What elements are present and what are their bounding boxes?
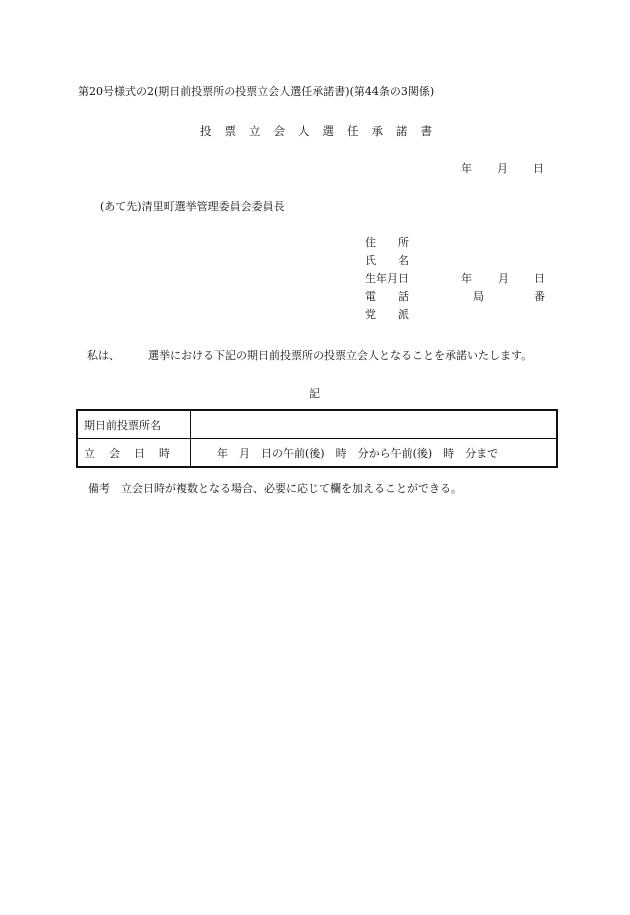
phone-exchange: 局	[473, 290, 484, 303]
attendance-datetime-label: 立会日時	[77, 439, 191, 468]
birthdate-label: 生年月日	[365, 272, 409, 285]
name-label: 氏名	[365, 254, 431, 267]
party-label: 党派	[365, 308, 431, 321]
polling-place-label: 期日前投票所名	[77, 410, 191, 439]
statement-prefix: 私は、	[87, 349, 120, 362]
attendance-datetime-value: 年 月 日の午前(後) 時 分から午前(後) 時 分まで	[191, 439, 558, 468]
ki-heading: 記	[309, 387, 320, 400]
table-row	[77, 410, 557, 439]
phone-row	[365, 290, 555, 308]
table-row	[77, 439, 557, 468]
consent-statement	[87, 349, 532, 363]
name-row	[365, 254, 555, 272]
birthdate-month: 月	[498, 272, 509, 285]
phone-label: 電話	[365, 290, 431, 303]
record-table	[76, 409, 558, 468]
birthdate-row	[365, 272, 555, 290]
date-month-label: 月	[497, 162, 508, 175]
birthdate-day: 日	[534, 272, 545, 285]
phone-number: 番	[534, 290, 545, 303]
birthdate-year: 年	[461, 272, 472, 285]
page-title: 投票立会人選任承諾書	[200, 124, 445, 138]
address-label: 住所	[365, 236, 431, 249]
address-row	[365, 236, 555, 254]
form-header: 第20号様式の2(期日前投票所の投票立会人選任承諾書)(第44条の3関係)	[78, 85, 435, 98]
date-year-label: 年	[461, 162, 472, 175]
remarks-note: 備考 立会日時が複数となる場合、必要に応じて欄を加えることができる。	[88, 482, 462, 495]
statement-body: 選挙における下記の期日前投票所の投票立会人となることを承諾いたします。	[148, 349, 533, 362]
party-row	[365, 308, 555, 326]
applicant-block	[365, 236, 555, 326]
addressee: (あて先)清里町選挙管理委員会委員長	[100, 200, 285, 213]
polling-place-value	[191, 410, 558, 439]
date-day-label: 日	[533, 162, 544, 175]
